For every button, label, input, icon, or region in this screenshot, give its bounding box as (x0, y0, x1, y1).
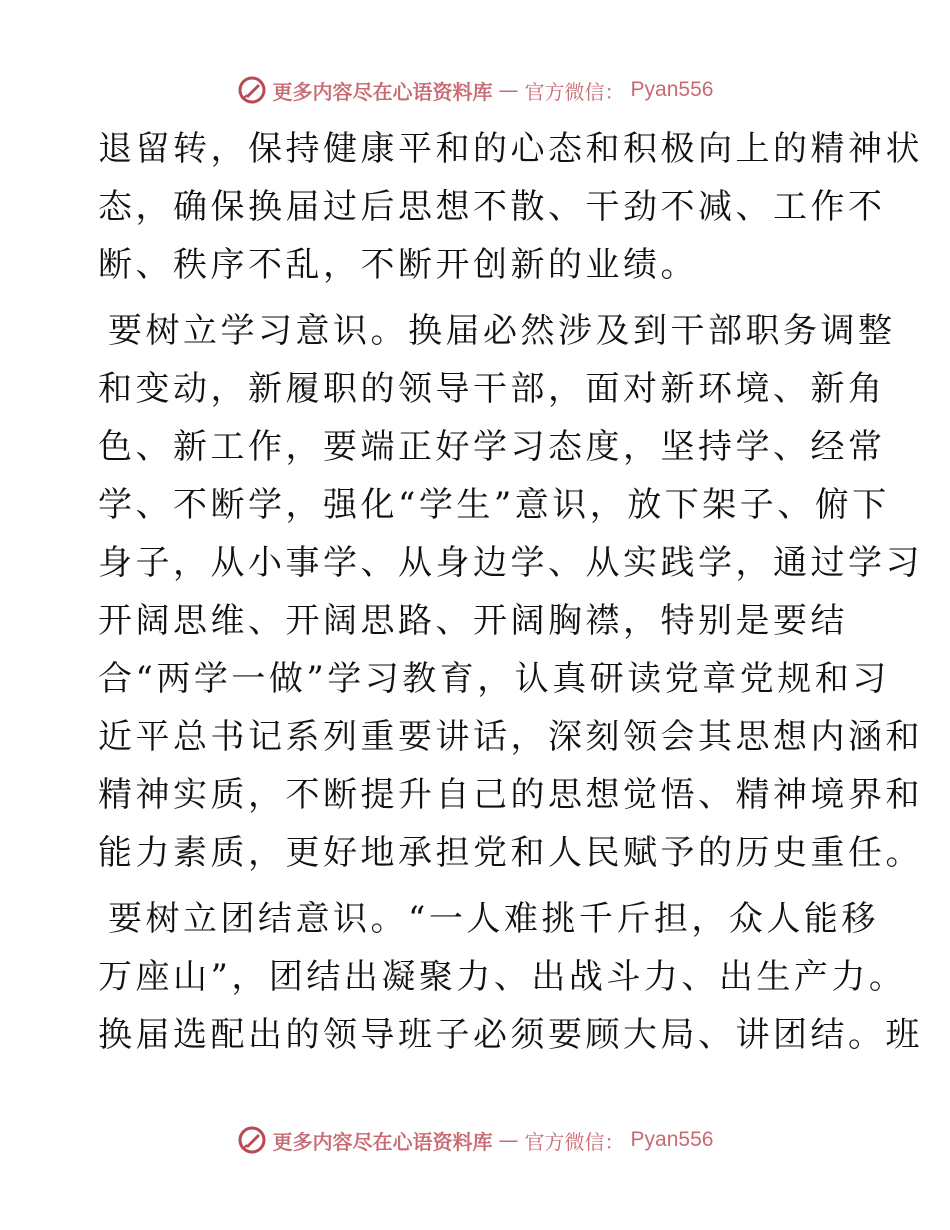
text-line: 近平总书记系列重要讲话，深刻领会其思想内涵和 (98, 717, 923, 757)
text-line: 和变动，新履职的领导干部，面对新环境、新角 (98, 369, 886, 409)
banner-dash: — (498, 1128, 519, 1152)
wechat-id: Pyan556 (630, 78, 714, 101)
header-banner (0, 72, 950, 108)
footer-banner (0, 1122, 950, 1158)
text-line: 精神实质，不断提升自己的思想觉悟、精神境界和 (98, 775, 923, 815)
quill-pen-logo-icon (237, 75, 267, 105)
wechat-label: 官方微信： (524, 79, 625, 104)
text-line: 态，确保换届过后思想不散、干劲不减、工作不 (98, 187, 886, 227)
text-line: 换届选配出的领导班子必须要顾大局、讲团结。班 (98, 1015, 923, 1055)
text-line: 万座山”，团结出凝聚力、出战斗力、出生产力。 (98, 957, 907, 997)
banner-text: 更多内容尽在心语资料库 (272, 1129, 493, 1154)
text-line: 断、秩序不乱，不断开创新的业绩。 (98, 245, 698, 285)
paragraph (98, 890, 923, 1064)
text-line: 合“两学一做”学习教育，认真研读党章党规和习 (98, 659, 890, 699)
text-line: 开阔思维、开阔思路、开阔胸襟，特别是要结 (98, 601, 848, 641)
paragraph (98, 302, 923, 882)
text-line: 要树立学习意识。换届必然涉及到干部职务调整 (108, 311, 896, 351)
text-line: 退留转，保持健康平和的心态和积极向上的精神状 (98, 129, 923, 169)
text-line: 色、新工作，要端正好学习态度，坚持学、经常 (98, 427, 886, 467)
quill-pen-logo-icon (237, 1125, 267, 1155)
banner-dash: — (498, 78, 519, 102)
document-body (98, 120, 923, 1072)
wechat-label: 官方微信： (524, 1129, 625, 1154)
text-line: 身子，从小事学、从身边学、从实践学，通过学习 (98, 543, 923, 583)
wechat-id: Pyan556 (630, 1128, 714, 1151)
text-line: 能力素质，更好地承担党和人民赋予的历史重任。 (98, 833, 923, 873)
text-line: 要树立团结意识。“一人难挑千斤担，众人能移 (108, 899, 879, 939)
banner-text: 更多内容尽在心语资料库 (272, 79, 493, 104)
paragraph (98, 120, 923, 294)
text-line: 学、不断学，强化“学生”意识，放下架子、俯下 (98, 485, 890, 525)
